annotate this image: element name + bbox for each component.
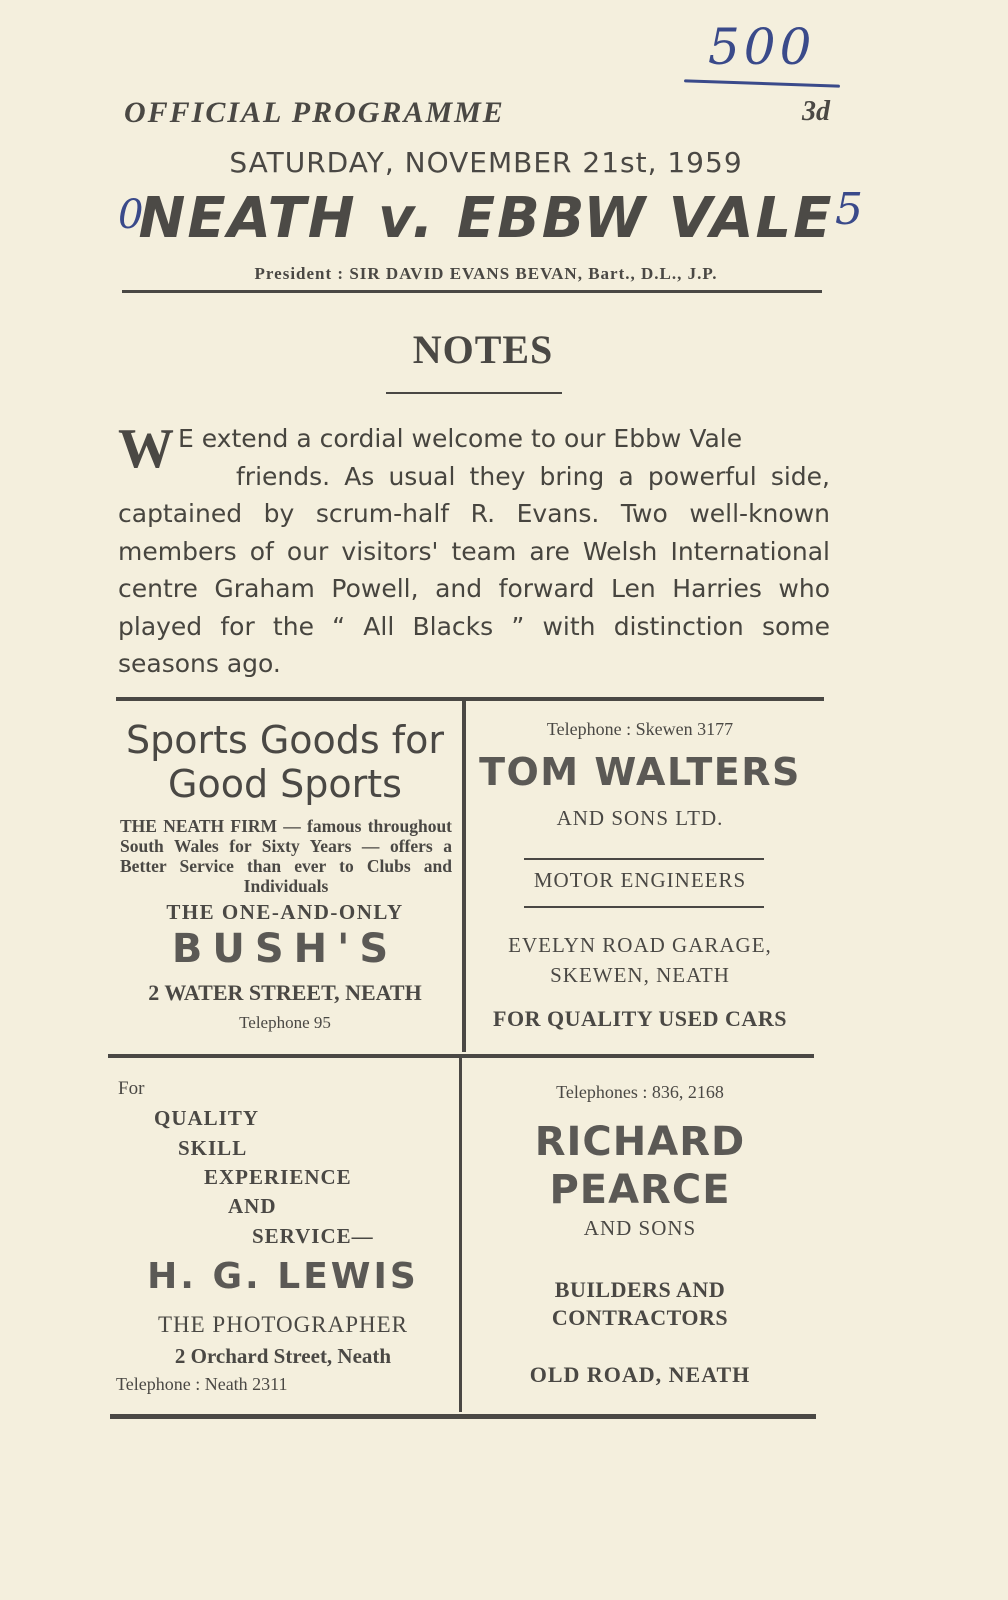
tom-walters-name: TOM WALTERS: [479, 750, 801, 794]
notes-underline: [386, 392, 562, 394]
hg-lewis-line-skill: SKILL: [178, 1136, 248, 1160]
hg-lewis-telephone: Telephone : Neath 2311: [116, 1374, 288, 1394]
ads-vertical-divider-lower: [459, 1058, 462, 1412]
bushs-headline: [110, 718, 460, 806]
notes-paragraph: [118, 420, 830, 683]
hg-lewis-trade: THE PHOTOGRAPHER: [157, 1312, 409, 1337]
handwritten-score-home: 0: [118, 192, 144, 238]
price-label: 3d: [802, 96, 830, 127]
tom-walters-address: [470, 930, 810, 990]
tom-walters-rule-2: [524, 906, 764, 908]
richard-pearce-name-line2: PEARCE: [549, 1167, 731, 1213]
dropcap-letter: W: [118, 418, 174, 480]
handwritten-score-away: 5: [835, 184, 863, 235]
notes-body: friends. As usual they bring a powerful side, captained by scrum-half R. Evans. Two well-known members of our visitors' team are Welsh International centre Graham Powell, and forward Len Harries who played for the “ All Blacks ” with distinction some seasons ago.: [118, 461, 830, 678]
bushs-telephone: Telephone 95: [239, 1013, 331, 1032]
tom-walters-address-line1: EVELYN ROAD GARAGE,: [508, 933, 772, 957]
richard-pearce-trade-line2: CONTRACTORS: [551, 1305, 729, 1330]
richard-pearce-address: OLD ROAD, NEATH: [529, 1362, 751, 1387]
tom-walters-rule-1: [524, 858, 764, 860]
match-date: SATURDAY, NOVEMBER 21st, 1959: [229, 146, 743, 179]
richard-pearce-sons: AND SONS: [583, 1216, 697, 1240]
richard-pearce-trade: [470, 1276, 810, 1332]
notes-heading: NOTES: [412, 327, 554, 372]
handwritten-underline: [684, 79, 840, 87]
notes-first-line: E extend a cordial welcome to our Ebbw Vale: [178, 424, 743, 453]
ads-vertical-divider: [462, 700, 466, 1052]
tom-walters-sons: AND SONS LTD.: [556, 806, 724, 830]
handwritten-note-500: 500: [708, 18, 816, 76]
hg-lewis-name: H. G. LEWIS: [147, 1256, 419, 1297]
ads-top-divider: [116, 697, 824, 701]
bushs-one-and-only: THE ONE-AND-ONLY: [166, 900, 404, 924]
richard-pearce-trade-line1: BUILDERS AND: [554, 1277, 726, 1302]
richard-pearce-telephone: Telephones : 836, 2168: [556, 1082, 724, 1102]
bushs-headline-line2: Good Sports: [168, 762, 402, 806]
president-line: President : SIR DAVID EVANS BEVAN, Bart., D.L., J.P.: [254, 264, 718, 283]
hg-lewis-line-experience: EXPERIENCE: [204, 1165, 352, 1189]
richard-pearce-name: [470, 1118, 810, 1214]
bushs-name: BUSH'S: [171, 926, 399, 972]
header-divider: [122, 290, 822, 293]
bushs-address: 2 WATER STREET, NEATH: [148, 980, 422, 1005]
tom-walters-telephone: Telephone : Skewen 3177: [546, 719, 734, 739]
hg-lewis-for: For: [118, 1078, 145, 1099]
hg-lewis-address: 2 Orchard Street, Neath: [174, 1344, 392, 1368]
hg-lewis-line-service: SERVICE—: [252, 1224, 374, 1248]
tom-walters-tagline: FOR QUALITY USED CARS: [493, 1006, 787, 1031]
bushs-headline-line1: Sports Goods for: [125, 718, 445, 762]
hg-lewis-line-and: AND: [228, 1194, 277, 1218]
tom-walters-address-line2: SKEWEN, NEATH: [550, 963, 730, 987]
tom-walters-trade: MOTOR ENGINEERS: [533, 868, 747, 892]
official-programme-label: OFFICIAL PROGRAMME: [124, 96, 505, 129]
match-title: NEATH v. EBBW VALE: [138, 186, 834, 251]
ads-bottom-divider: [110, 1414, 816, 1419]
bushs-blurb: THE NEATH FIRM — famous throughout South Wales for Sixty Years — offers a Better Service than ever to Clubs and Individuals: [120, 816, 452, 896]
hg-lewis-line-quality: QUALITY: [154, 1106, 260, 1130]
richard-pearce-name-line1: RICHARD: [534, 1119, 746, 1165]
